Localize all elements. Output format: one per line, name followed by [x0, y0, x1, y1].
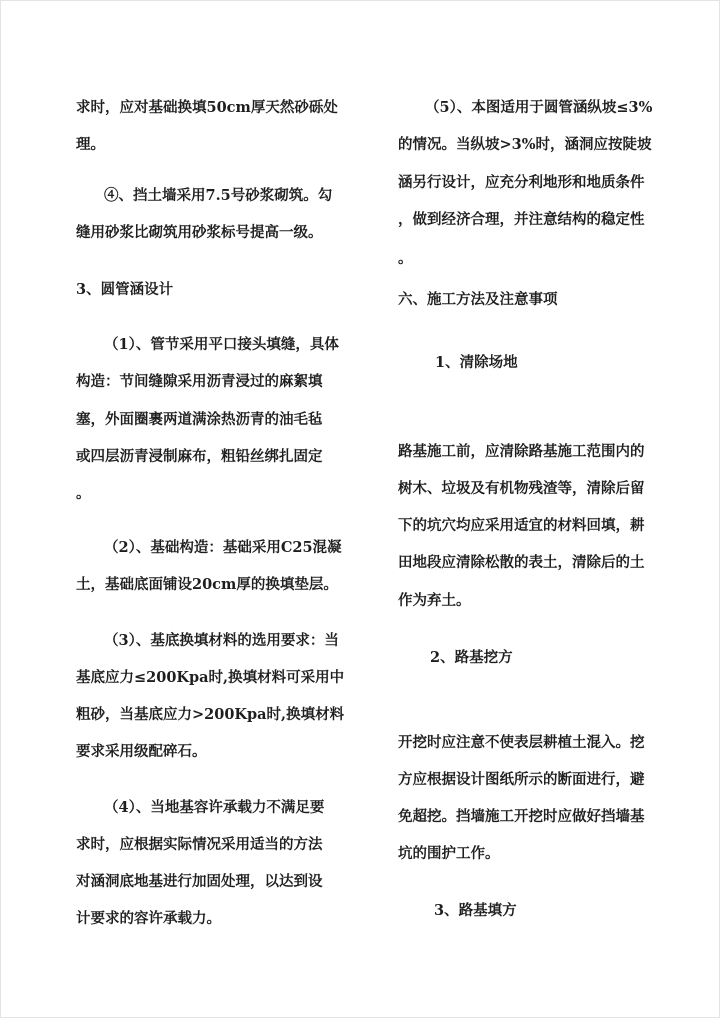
text-line: 方应根据设计图纸所示的断面进行，避	[398, 771, 645, 788]
text-line: 六、施工方法及注意事项	[398, 291, 558, 308]
text-line: （3）、基底换填材料的选用要求：当	[104, 632, 339, 649]
text-line: 3、圆管涵设计	[76, 281, 174, 298]
text-line: 田地段应清除松散的表土，清除后的土	[398, 554, 645, 571]
text-line: 粗砂，当基底应力>200Kpa时,换填材料	[76, 706, 345, 723]
text-line: 计要求的容许承载力。	[76, 910, 221, 927]
text-line: 或四层沥青浸制麻布，粗铅丝绑扎固定	[76, 448, 323, 465]
text-line: 1、清除场地	[435, 354, 518, 371]
text-line: 3、路基填方	[434, 902, 517, 919]
text-line: （4）、当地基容许承载力不满足要	[104, 799, 325, 816]
text-line: 塞，外面圈裹两道满涂热沥青的油毛毡	[76, 411, 323, 428]
text-line: 。	[76, 485, 91, 502]
text-line: 土，基础底面铺设20cm厚的换填垫层。	[76, 576, 338, 593]
text-line: 2、路基挖方	[430, 649, 513, 666]
text-line: 涵另行设计，应充分利地形和地质条件	[398, 174, 645, 191]
text-line: 理。	[76, 136, 105, 153]
text-line: 对涵洞底地基进行加固处理，以达到设	[76, 873, 323, 890]
text-line: 作为弃土。	[398, 592, 471, 609]
text-line: 坑的围护工作。	[398, 845, 500, 862]
text-line: 。	[398, 250, 413, 267]
text-line: 缝用砂浆比砌筑用砂浆标号提高一级。	[76, 224, 323, 241]
text-line: 求时，应对基础换填50cm厚天然砂砾处	[76, 99, 338, 116]
text-line: 求时，应根据实际情况采用适当的方法	[76, 836, 323, 853]
text-line: 构造：节间缝隙采用沥青浸过的麻絮填	[76, 373, 323, 390]
text-line: 路基施工前，应清除路基施工范围内的	[398, 443, 645, 460]
text-line: 免超挖。挡墙施工开挖时应做好挡墙基	[398, 808, 645, 825]
text-line: 下的坑穴均应采用适宜的材料回填，耕	[398, 517, 645, 534]
text-line: 要求采用级配碎石。	[76, 743, 207, 760]
text-line: ，做到经济合理，并注意结构的稳定性	[398, 211, 645, 228]
text-line: ④、挡土墙采用7.5号砂浆砌筑。勾	[104, 187, 333, 204]
text-line: （5）、本图适用于圆管涵纵坡≤3%	[425, 99, 653, 116]
text-line: （2）、基础构造：基础采用C25混凝	[104, 539, 342, 556]
text-line: 树木、垃圾及有机物残渣等，清除后留	[398, 480, 645, 497]
text-line: 开挖时应注意不使表层耕植土混入。挖	[398, 734, 645, 751]
text-line: 基底应力≤200Kpa时,换填材料可采用中	[76, 669, 345, 686]
text-line: （1）、管节采用平口接头填缝，具体	[104, 336, 339, 353]
text-line: 的情况。当纵坡>3%时，涵洞应按陡坡	[398, 136, 652, 153]
